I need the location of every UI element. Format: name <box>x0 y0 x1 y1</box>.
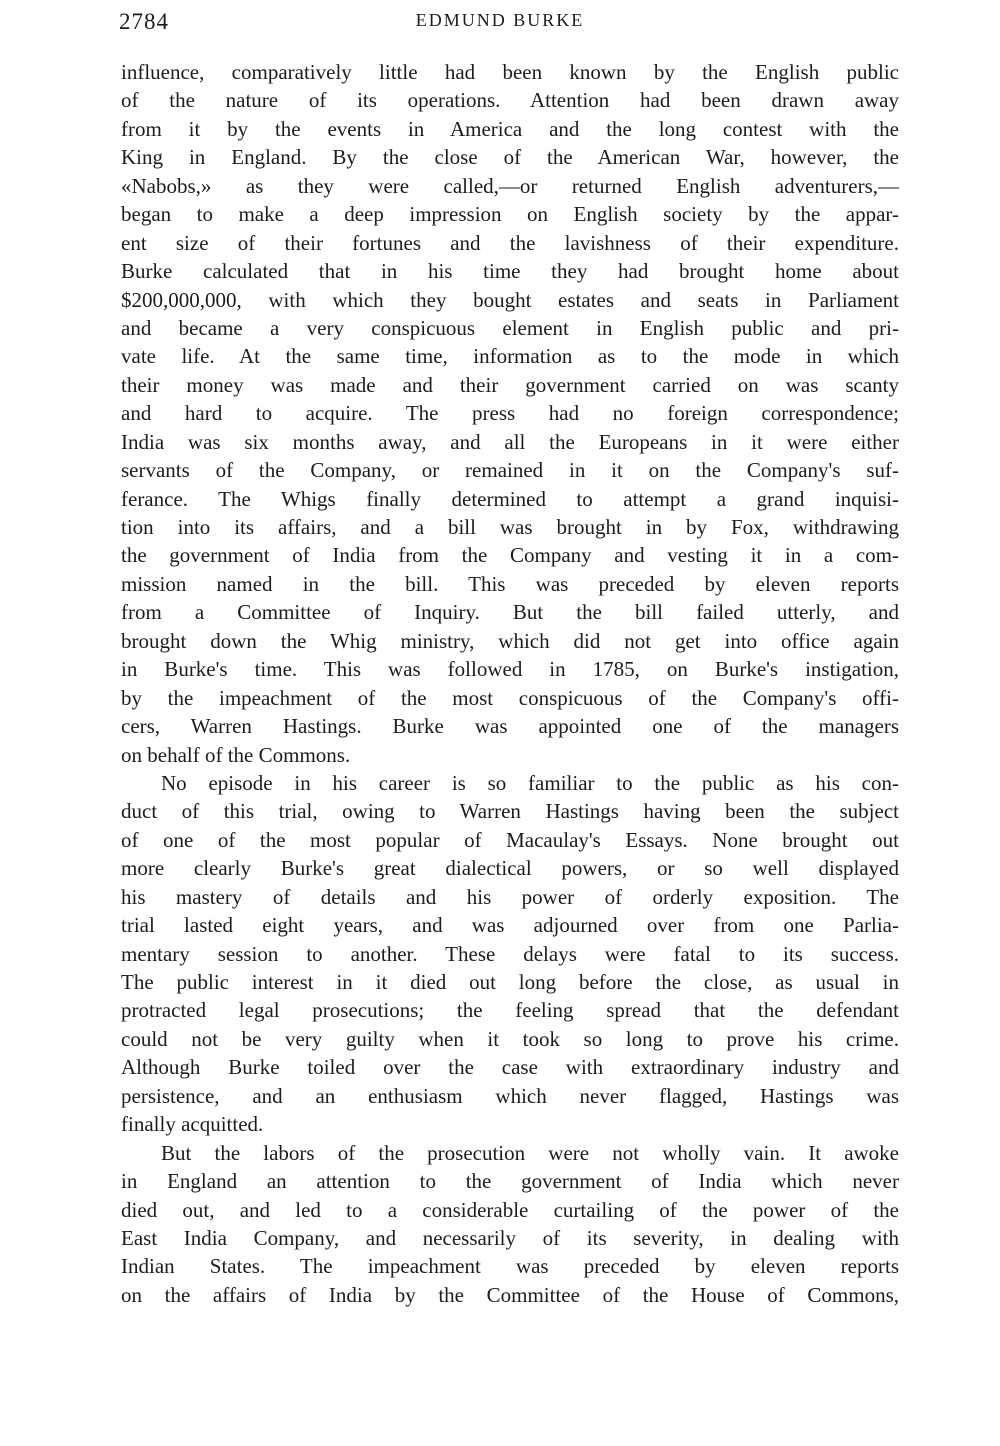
text-line: by the impeachment of the most conspicuous of the Company's offi- <box>121 685 899 710</box>
text-line: India was six months away, and all the Europeans in it were either <box>121 429 899 454</box>
text-line: mentary session to another. These delays were fatal to its success. <box>121 941 899 966</box>
text-line: could not be very guilty when it took so long to prove his crime. <box>121 1026 899 1051</box>
text-line: from it by the events in America and the long contest with the <box>121 116 899 141</box>
text-line: influence, comparatively little had been known by the English public <box>121 60 899 84</box>
running-title: EDMUND BURKE <box>415 10 585 30</box>
paragraph-3 <box>121 1139 899 1310</box>
text-line: on behalf of the Commons. <box>121 742 351 767</box>
text-line: Although Burke toiled over the case with extraordinary industry and <box>121 1055 899 1080</box>
text-line: The public interest in it died out long before the close, as usual in <box>121 970 899 994</box>
paragraph-1 <box>121 58 899 769</box>
text-line: brought down the Whig ministry, which did not get into office again <box>121 628 899 653</box>
text-line: died out, and led to a considerable curtailing of the power of the <box>121 1197 899 1222</box>
text-line: and became a very conspicuous element in English public and pri- <box>121 315 899 340</box>
text-line: trial lasted eight years, and was adjourned over from one Parlia- <box>121 913 899 938</box>
text-line: cers, Warren Hastings. Burke was appointed one of the managers <box>121 714 899 739</box>
paragraph-2 <box>121 769 899 1139</box>
text-line: protracted legal prosecutions; the feeling spread that the defendant <box>121 998 899 1023</box>
text-line: duct of this trial, owing to Warren Hastings having been the subject <box>121 799 899 824</box>
text-line: more clearly Burke's great dialectical powers, or so well displayed <box>121 856 899 881</box>
text-line: But the labors of the prosecution were not wholly vain. It awoke <box>161 1140 899 1165</box>
text-line: No episode in his career is so familiar to the public as his con- <box>161 770 899 795</box>
text-line: in England an attention to the government of India which never <box>121 1169 899 1194</box>
text-line: East India Company, and necessarily of its severity, in dealing with <box>121 1225 899 1250</box>
text-line: from a Committee of Inquiry. But the bill failed utterly, and <box>121 600 899 625</box>
text-line: servants of the Company, or remained in it on the Company's suf- <box>121 458 899 483</box>
text-line: and hard to acquire. The press had no foreign correspondence; <box>121 401 899 426</box>
text-line: ent size of their fortunes and the lavishness of their expenditure. <box>121 230 899 255</box>
text-line: on the affairs of India by the Committee of the House of Commons, <box>121 1282 899 1307</box>
text-line: $200,000,000, with which they bought estates and seats in Parliament <box>121 287 899 312</box>
text-line: Indian States. The impeachment was preceded by eleven reports <box>121 1254 899 1279</box>
text-line: began to make a deep impression on English society by the appar- <box>121 202 899 227</box>
text-line: his mastery of details and his power of orderly exposition. The <box>121 884 899 909</box>
text-line: of the nature of its operations. Attention had been drawn away <box>121 88 899 113</box>
text-line: vate life. At the same time, information as to the mode in which <box>121 344 899 369</box>
text-line: mission named in the bill. This was preceded by eleven reports <box>121 571 899 596</box>
text-line: ferance. The Whigs finally determined to attempt a grand inquisi- <box>121 486 899 511</box>
text-line: their money was made and their government carried on was scanty <box>121 372 899 397</box>
text-line: Burke calculated that in his time they had brought home about <box>121 259 899 284</box>
body-text <box>121 58 899 1309</box>
text-line: in Burke's time. This was followed in 1785, on Burke's instigation, <box>121 657 899 682</box>
text-line: King in England. By the close of the American War, however, the <box>121 145 899 170</box>
text-line: finally acquitted. <box>121 1112 264 1137</box>
page-number: 2784 <box>119 9 169 34</box>
text-line: tion into its affairs, and a bill was brought in by Fox, withdrawing <box>121 515 899 539</box>
text-line: persistence, and an enthusiasm which never flagged, Hastings was <box>121 1083 899 1108</box>
text-line: the government of India from the Company and vesting it in a com- <box>121 543 899 568</box>
text-line: «Nabobs,» as they were called,—or returned English adventurers,— <box>121 173 899 198</box>
text-line: of one of the most popular of Macaulay's Essays. None brought out <box>121 827 899 852</box>
